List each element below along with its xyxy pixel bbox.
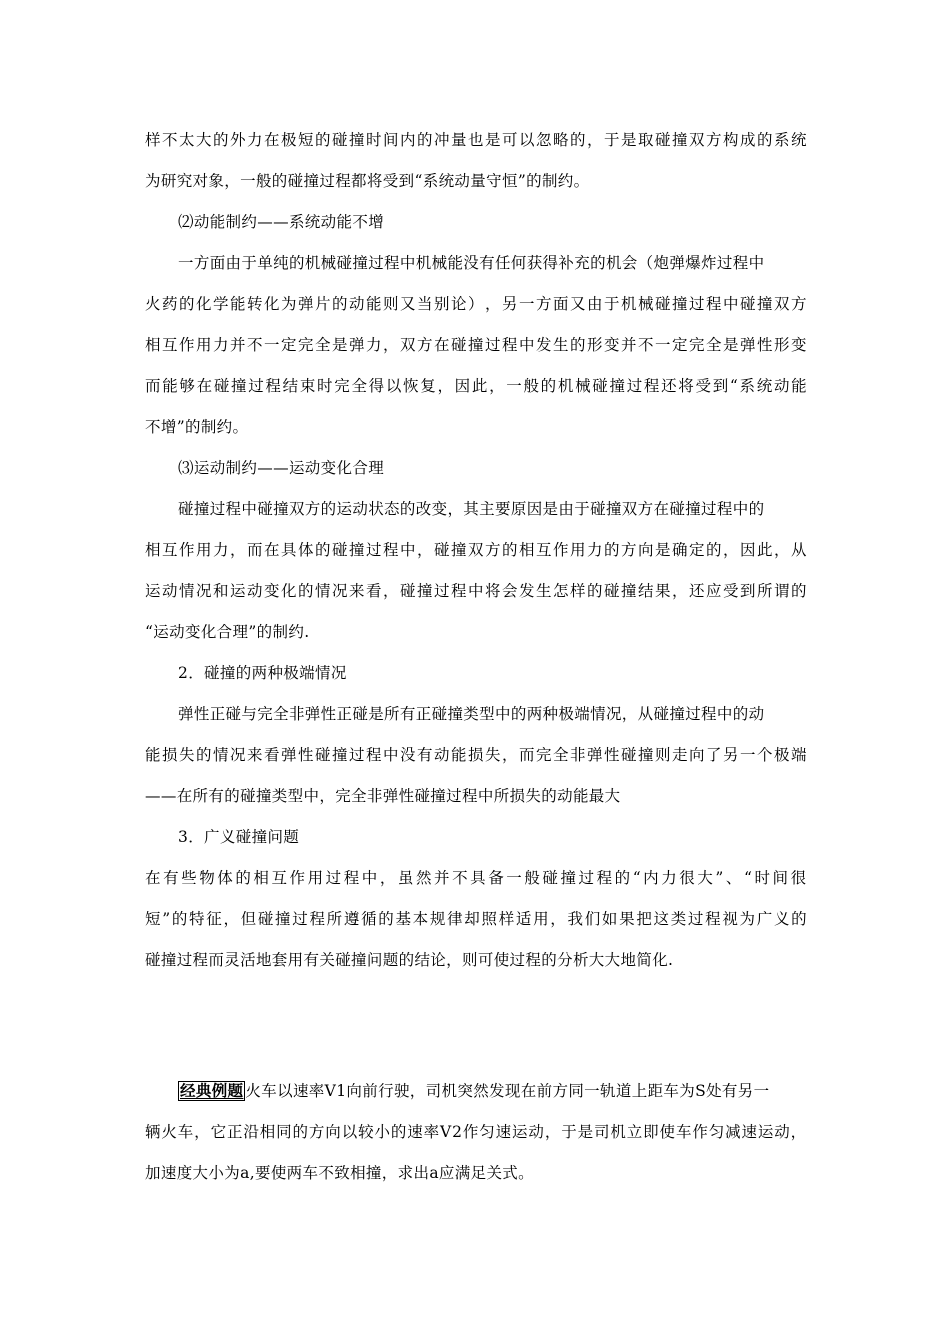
paragraph-line: 为研究对象，一般的碰撞过程都将受到“系统动量守恒”的制约。: [145, 172, 590, 190]
paragraph-line: 火 药 的 化 学 能 转 化 为 弹 片 的 动 能 则 又 当 别 论 ） ， 另 一 方 面 又 由 于 机 械 碰 撞 过 程 中 碰 撞 双 方: [145, 295, 807, 313]
paragraph-line: 而 能 够 在 碰 撞 过 程 结 束 时 完 全 得 以 恢 复 ， 因 此 ， 一 般 的 机 械 碰 撞 过 程 还 将 受 到 “ 系 统 动 能: [145, 377, 807, 395]
paragraph-line: 在 有 些 物 体 的 相 互 作 用 过 程 中 ， 虽 然 并 不 具 备 一 般 碰 撞 过 程 的 “ 内 力 很 大 ” 、 “ 时 间 很: [145, 869, 807, 887]
example-line: 加速度大小为a,要使两车不致相撞，求出a应满足关式。: [145, 1164, 535, 1182]
paragraph-line: 能 损 失 的 情 况 来 看 弹 性 碰 撞 过 程 中 没 有 动 能 损 失 ， 而 完 全 非 弹 性 碰 撞 则 走 向 了 另 一 个 极 端: [145, 746, 807, 764]
paragraph-line: 短 ” 的 特 征 ， 但 碰 撞 过 程 所 遵 循 的 基 本 规 律 却 照 样 适 用 ， 我 们 如 果 把 这 类 过 程 视 为 广 义 的: [145, 910, 807, 928]
paragraph-line: “运动变化合理”的制约.: [145, 623, 310, 641]
paragraph-line: 不增”的制约。: [145, 418, 249, 436]
section-heading: ⑶运动制约——运动变化合理: [178, 459, 385, 477]
example-label: 经典例题: [180, 1081, 244, 1100]
paragraph-line: 碰撞过程而灵活地套用有关碰撞问题的结论，则可使过程的分析大大地简化.: [145, 951, 674, 969]
paragraph-line: ——在所有的碰撞类型中，完全非弹性碰撞过程中所损失的动能最大: [145, 787, 621, 805]
example-text: 火车以速率V1向前行驶，司机突然发现在前方同一轨道上距车为S处有另一: [245, 1082, 770, 1100]
example-line: 辆 火 车 ， 它 正 沿 相 同 的 方 向 以 较 小 的 速 率 V 2 作 匀 速 运 动 ， 于 是 司 机 立 即 使 车 作 匀 减 速 运 动 ，: [145, 1123, 807, 1141]
paragraph-line: 相 互 作 用 力 ， 而 在 具 体 的 碰 撞 过 程 中 ， 碰 撞 双 方 的 相 互 作 用 力 的 方 向 是 确 定 的 ， 因 此 ， 从: [145, 541, 807, 559]
section-heading: 2．碰撞的两种极端情况: [178, 664, 347, 682]
paragraph-line: 一方面由于单纯的机械碰撞过程中机械能没有任何获得补充的机会（炮弹爆炸过程中: [178, 254, 765, 272]
example-first-line: [178, 1081, 769, 1101]
paragraph-line: 弹性正碰与完全非弹性正碰是所有正碰撞类型中的两种极端情况，从碰撞过程中的动: [178, 705, 765, 723]
paragraph-line: 碰撞过程中碰撞双方的运动状态的改变，其主要原因是由于碰撞双方在碰撞过程中的: [178, 500, 765, 518]
section-heading: ⑵动能制约——系统动能不增: [178, 213, 385, 231]
paragraph-line: 相 互 作 用 力 并 不 一 定 完 全 是 弹 力 ， 双 方 在 碰 撞 过 程 中 发 生 的 形 变 并 不 一 定 完 全 是 弹 性 形 变: [145, 336, 807, 354]
paragraph-line: 样 不 太 大 的 外 力 在 极 短 的 碰 撞 时 间 内 的 冲 量 也 是 可 以 忽 略 的 ， 于 是 取 碰 撞 双 方 构 成 的 系 统: [145, 131, 807, 149]
section-heading: 3．广义碰撞问题: [178, 828, 300, 846]
paragraph-line: 运 动 情 况 和 运 动 变 化 的 情 况 来 看 ， 碰 撞 过 程 中 将 会 发 生 怎 样 的 碰 撞 结 果 ， 还 应 受 到 所 谓 的: [145, 582, 807, 600]
